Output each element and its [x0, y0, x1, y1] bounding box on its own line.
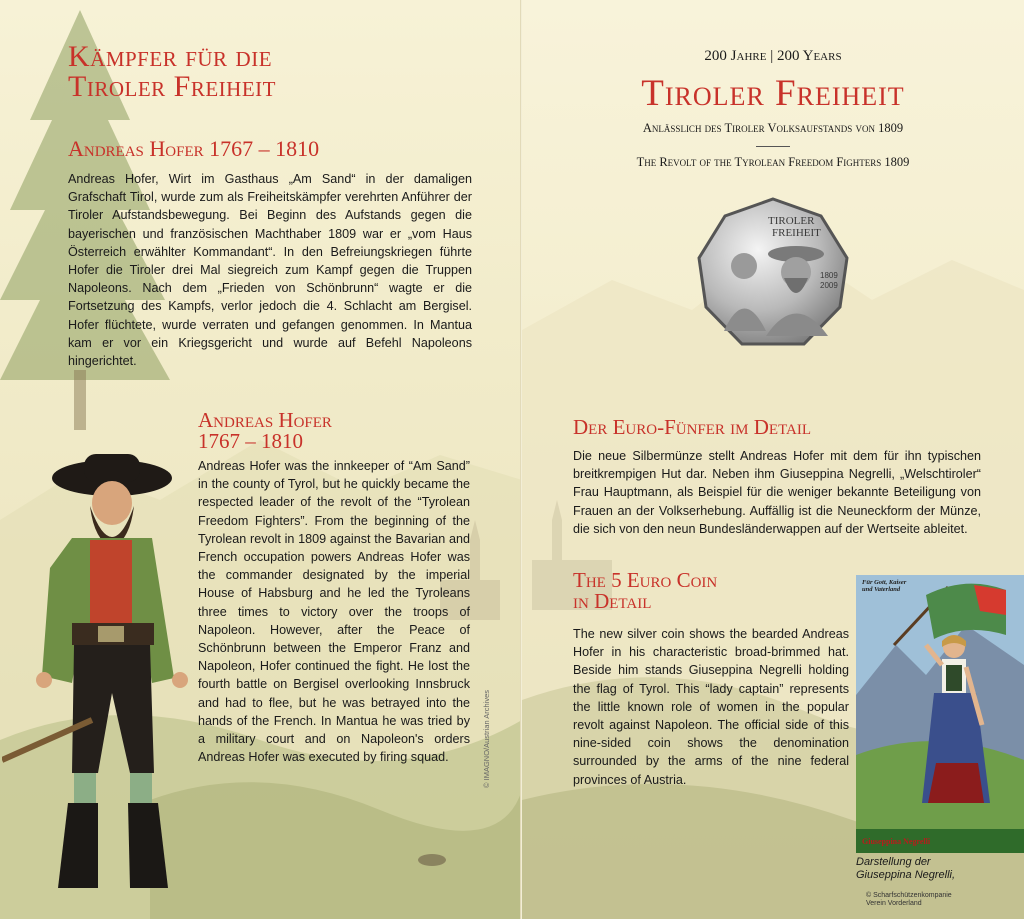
left-page-subtitle: Andreas Hofer 1767 – 1810: [68, 136, 320, 161]
silver-coin-image: [694, 196, 852, 354]
poster-motto-line-2: und Vaterland: [862, 586, 901, 593]
coin-year-2: 2009: [820, 281, 838, 290]
english-heading-line-2: 1767 – 1810: [198, 429, 303, 453]
right-page-title: Tiroler Freiheit: [641, 73, 905, 114]
coin-inscription-2: FREIHEIT: [772, 227, 821, 239]
caption-line-1: Darstellung der: [856, 856, 931, 868]
left-page-title: [68, 42, 488, 102]
poster-caption: [856, 856, 1024, 882]
english-coin-heading-line-2: in Detail: [573, 589, 652, 613]
image-credit-text: © IMAGNO/Austrian Archives: [482, 689, 491, 788]
english-coin-detail-text: The new silver coin shows the bearded Andreas Hofer in his characteristic broad-brimmed hat. Beside him stands Giuseppina Negrelli holding the flag of Tyrol. This “lady captain” represents the little known role of women in the popular revolt against Napoleon. The official side of this nine-sided coin shows the denomination surrounded by the arms of the nine federal provinces of Austria.: [573, 627, 849, 787]
title-line-2: Tiroler Freiheit: [68, 70, 276, 103]
german-coin-detail-text: Die neue Silbermünze stellt Andreas Hofer mit dem für ihn typischen breitkrempigen Hut dar. Neben ihm Giuseppina Negrelli, „Welschtiroler“ Frau Hauptmann, als Beispiel für die weniger bekannte Beteiligung von Frauen an der Volkserhebung. Auffällig ist die Neuneckform der Münze, die sich von den neun Bundesländerwappen auf der Wertseite ableitet.: [573, 449, 981, 536]
image-credit: [482, 648, 494, 788]
caption-credit: [866, 892, 1024, 908]
english-heading-line-1: Andreas Hofer: [198, 408, 332, 432]
english-coin-heading-line-1: The 5 Euro Coin: [573, 568, 718, 592]
caption-line-2: Giuseppina Negrelli,: [856, 869, 956, 881]
poster-banner: Giuseppina Negrelli: [862, 837, 931, 846]
occasion-english: The Revolt of the Tyrolean Freedom Fighters 1809: [636, 155, 910, 169]
giuseppina-negrelli-poster: [856, 575, 1024, 853]
divider: [756, 146, 790, 147]
english-biography-text: Andreas Hofer was the innkeeper of “Am Sand” in the county of Tyrol, but he quickly became the respected leader of the revolt of the “Tyrolean Freedom Fighters”. From the beginning of the Tyrolean revolt in 1809 against the Bavarian and French occupation powers Andreas Hofer was the commander designated by the imperial House of Habsburg and he led the Tyroleans three times to victory over the troops of Napoleon. However, after the Peace of Schönbrunn between the Emperor Franz and Napoleon, Hofer continued the fight. He lost the fourth battle on Bergisel overlooking Innsbruck and had to flee, but he was betrayed into the hands of the French. In Mantua he was tried by a military court and on Napoleon's orders Andreas Hofer was executed by firing squad.: [198, 459, 470, 765]
caption-credit-line-2: Verein Vorderland: [866, 900, 922, 907]
english-heading: [198, 410, 418, 452]
caption-credit-line-1: © Scharfschützenkompanie: [866, 892, 952, 899]
poster-illustration: [856, 575, 1024, 853]
german-coin-detail-heading: Der Euro-Fünfer im Detail: [573, 415, 812, 439]
right-page: [522, 0, 1024, 919]
anniversary-years: 200 Jahre | 200 Years: [704, 48, 842, 64]
german-biography-text: Andreas Hofer, Wirt im Gasthaus „Am Sand“ in der damaligen Grafschaft Tirol, wurde zum als Freiheitskämpfer verehrten Anführer der Tiroler Aufstandsbewegung. Bei Beginn des Aufstands gegen die bayerischen und französischen Machthaber 1809 war er „vom Haus Österreich erwählter Kommandant“. In den Befreiungskriegen führte Hofer die Tiroler drei Mal siegreich zum Kampf gegen die Truppen Napoleons. Nach dem „Frieden von Schönbrunn“ wagte er die Fortsetzung des Kampfs, verlor jedoch die 4. Schlacht am Bergisel. Hofer flüchtete, wurde verraten und gefangen genommen. In Mantua kam er vor ein Kriegsgericht und wurde auf Befehl Napoleons hingerichtet.: [68, 172, 472, 369]
coin-inscription-1: TIROLER: [768, 215, 815, 227]
occasion-german: Anlässlich des Tiroler Volksaufstands von 1809: [642, 121, 904, 135]
poster-motto-line-1: Für Gott, Kaiser: [862, 579, 907, 586]
coin-year-1: 1809: [820, 271, 838, 280]
english-coin-detail-heading: [573, 570, 813, 612]
andreas-hofer-illustration: [2, 448, 202, 908]
title-line-1: Kämpfer für die: [68, 40, 273, 73]
poster-motto: [862, 579, 906, 593]
